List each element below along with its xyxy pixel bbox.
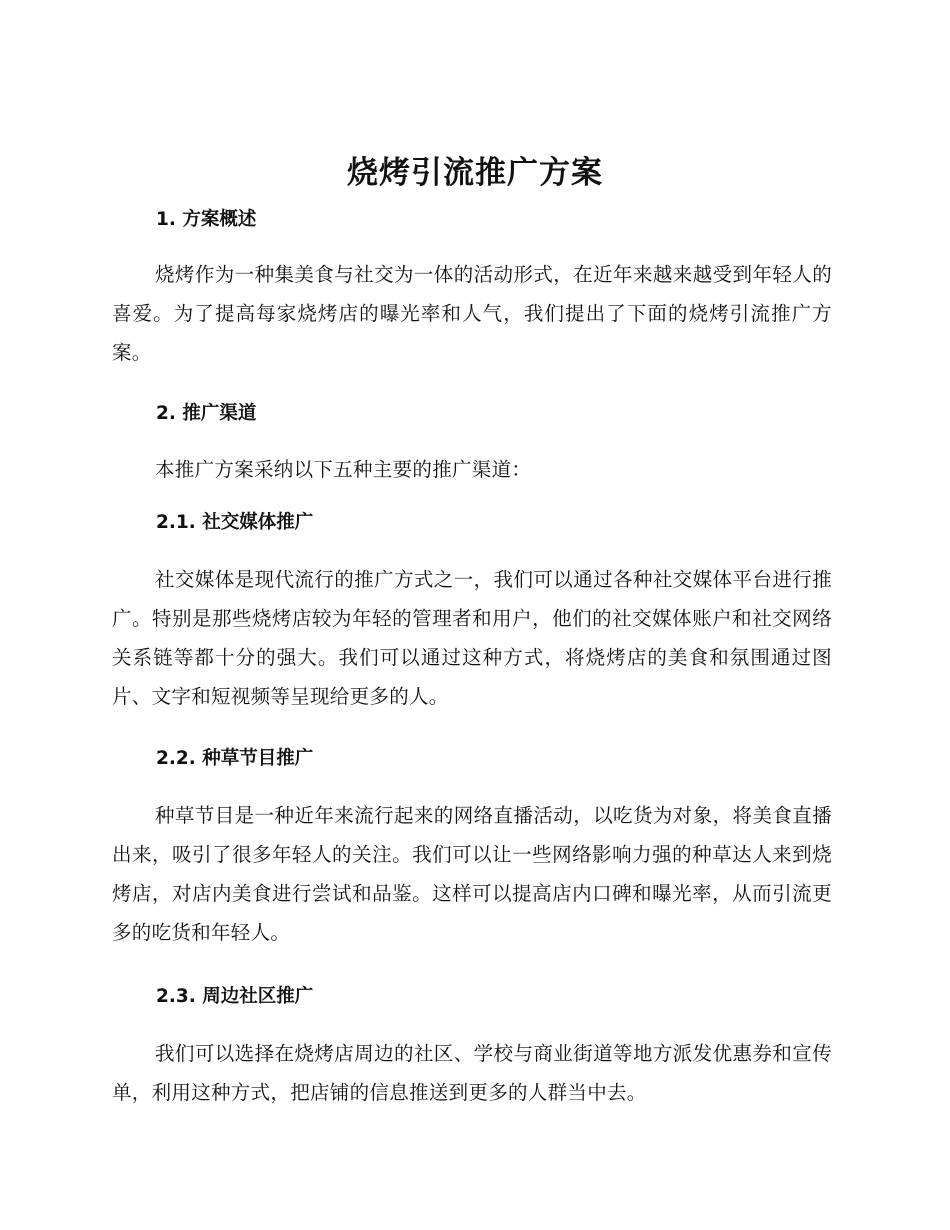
paragraph-channels: 本推广方案采纳以下五种主要的推广渠道： bbox=[155, 458, 532, 481]
paragraph-social-media: 社交媒体是现代流行的推广方式之一，我们可以通过各种社交媒体平台进行推广。特别是那些烧烤店较为年轻的管理者和用户，他们的社交媒体账户和社交网络关系链等都十分的强大。我们可以通过这种方式，将烧烤店的美食和氛围通过图片、文字和短视频等呈现给更多的人。 bbox=[112, 568, 832, 708]
paragraph-influencer: 种草节目是一种近年来流行起来的网络直播活动，以吃货为对象，将美食直播出来，吸引了很多年轻人的关注。我们可以让一些网络影响力强的种草达人来到烧烤店，对店内美食进行尝试和品鉴。这样可以提高店内口碑和曝光率，从而引流更多的吃货和年轻人。 bbox=[112, 804, 832, 944]
section-heading-overview: 1. 方案概述 bbox=[156, 209, 257, 230]
section-heading-channels: 2. 推广渠道 bbox=[156, 403, 257, 424]
paragraph-community: 我们可以选择在烧烤店周边的社区、学校与商业街道等地方派发优惠券和宣传单，利用这种方式，把店铺的信息推送到更多的人群当中去。 bbox=[112, 1042, 832, 1104]
section-heading-influencer: 2.2. 种草节目推广 bbox=[156, 748, 314, 769]
section-heading-social-media: 2.1. 社交媒体推广 bbox=[156, 512, 314, 533]
paragraph-overview: 烧烤作为一种集美食与社交为一体的活动形式，在近年来越来越受到年轻人的喜爱。为了提高每家烧烤店的曝光率和人气，我们提出了下面的烧烤引流推广方案。 bbox=[112, 263, 832, 364]
section-heading-community: 2.3. 周边社区推广 bbox=[156, 986, 314, 1007]
document-title: 烧烤引流推广方案 bbox=[347, 155, 603, 191]
